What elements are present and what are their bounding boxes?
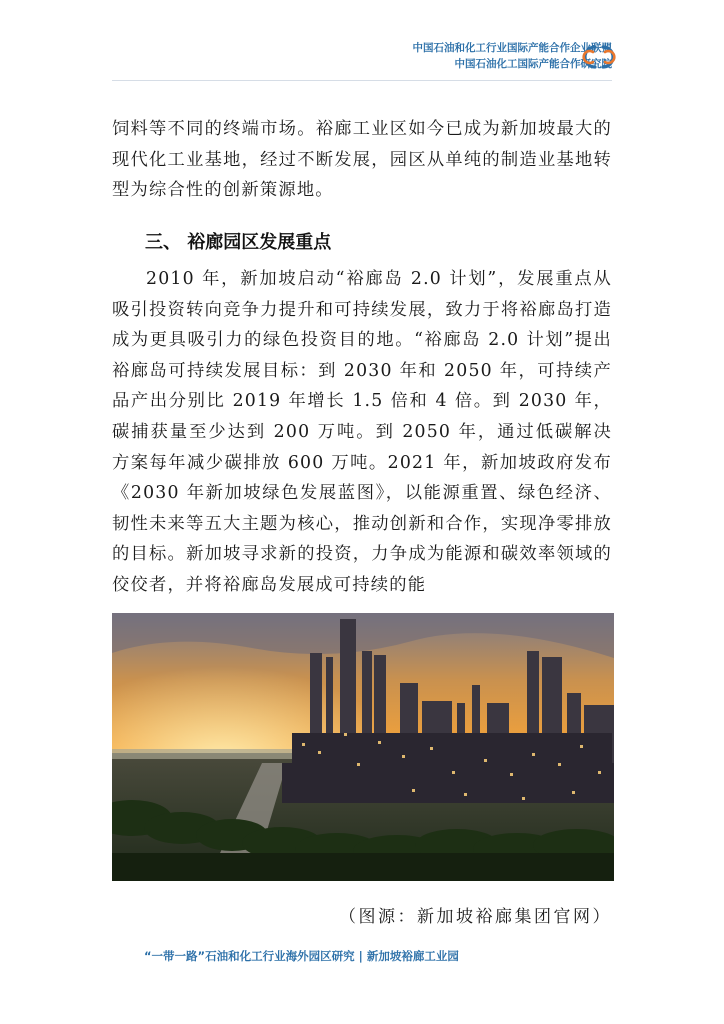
paragraph-continuation: 饲料等不同的终端市场。裕廊工业区如今已成为新加坡最大的现代化工业基地，经过不断发展，园区从单纯的制造业基地转型为综合性的创新策源地。 (112, 119, 612, 201)
header-org-line: 中国石油和化工行业国际产能合作企业联盟 (412, 42, 612, 54)
paragraph-development-focus: 2010 年，新加坡启动“裕廊岛 2.0 计划”，发展重点从吸引投资转向竞争力提升和可持续发展，致力于将裕廊岛打造成为更具吸引力的绿色投资目的地。“裕廊岛 2.0 计划”提出裕廊岛可持续发展目标：到 2030 年和 2050 年，可持续产品产出分别比 2019 年增长 1.5 倍和 4 倍。到 2030 年，碳捕获量至少达到 200 万吨。到 2050 年，通过低碳解决方案每年减少碳排放 600 万吨。2021 年，新加坡政府发布《2030 年新加坡绿色发展蓝图》，以能源重置、绿色经济、韧性未来等五大主题为核心，推动创新和合作，实现净零排放的目标。新加坡寻求新的投资，力争成为能源和碳效率领域的佼佼者，并将裕廊岛发展成可持续的能 (112, 269, 612, 595)
organization-logo (582, 44, 616, 70)
header-institute-line: 中国石油化工国际产能合作研究院 (454, 58, 612, 70)
page-footer: “一带一路”石油和化工行业海外园区研究 | 新加坡裕廊工业园 (144, 949, 459, 963)
section-heading: 三、 裕廊园区发展重点 (145, 232, 332, 253)
figure-caption: （图源：新加坡裕廊集团官网） (339, 907, 612, 927)
jurong-refinery-photo (112, 613, 614, 881)
header-divider (112, 80, 612, 81)
